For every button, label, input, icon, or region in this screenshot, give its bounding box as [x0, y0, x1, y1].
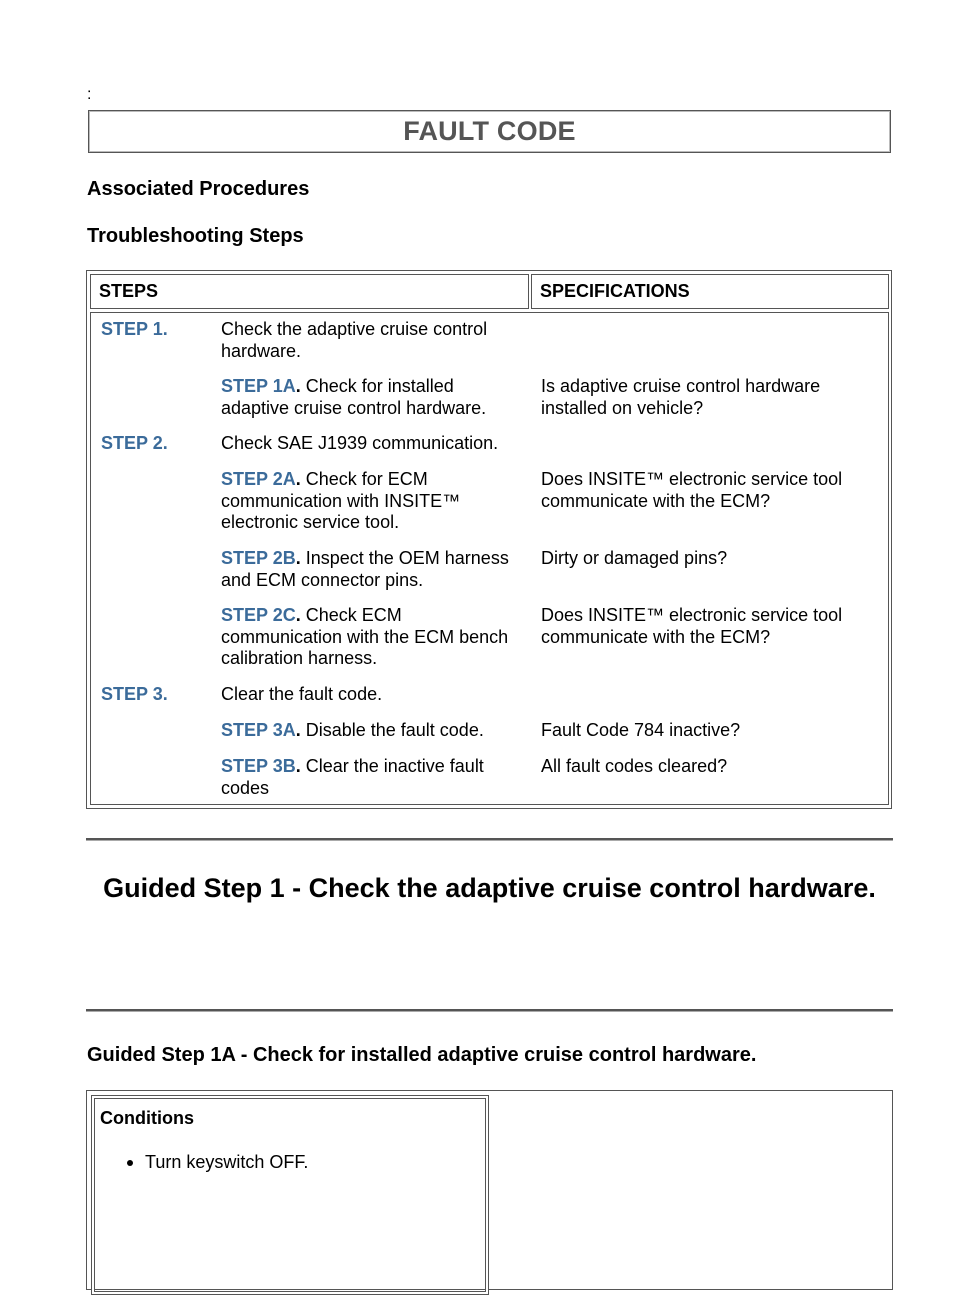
step-2b-spec: Dirty or damaged pins?: [541, 548, 728, 568]
step-2-description: Check SAE J1939 communication.: [221, 433, 499, 453]
step-1a-link[interactable]: STEP 1A: [221, 376, 296, 396]
fault-code-title-box: [88, 110, 891, 153]
conditions-list-item: [127, 1152, 308, 1173]
header-steps: STEPS: [90, 274, 529, 309]
step-2a-link[interactable]: STEP 2A: [221, 469, 296, 489]
step-3b-row: STEP 3B. Clear the inactive fault codes: [221, 756, 484, 798]
step-1a-description: Check for installed adaptive cruise control hardware.: [221, 376, 487, 418]
step-2-link[interactable]: STEP 2.: [101, 433, 168, 453]
step-3a-spec: Fault Code 784 inactive?: [541, 720, 741, 740]
step-2c-link[interactable]: STEP 2C: [221, 605, 296, 625]
associated-procedures-heading: Associated Procedures: [87, 178, 310, 200]
step-1-link[interactable]: STEP 1.: [101, 319, 168, 339]
step-2a-spec: Does INSITE™ electronic service tool communicate with the ECM?: [541, 469, 843, 511]
conditions-table: [86, 1090, 893, 1290]
step-2a-description: Check for ECM communication with INSITE™ electronic service tool.: [221, 469, 461, 532]
step-1a-row: STEP 1A. Check for installed adaptive cruise control hardware.: [221, 376, 487, 418]
bullet-icon: [127, 1160, 133, 1166]
step-1a-spec: Is adaptive cruise control hardware installed on vehicle?: [541, 376, 821, 418]
step-3b-link[interactable]: STEP 3B: [221, 756, 296, 776]
step-3-description: Clear the fault code.: [221, 684, 383, 704]
conditions-cell: [91, 1095, 489, 1295]
guided-step-1a-heading: Guided Step 1A - Check for installed adaptive cruise control hardware.: [87, 1044, 757, 1066]
step-2c-description: Check ECM communication with the ECM bench calibration harness.: [221, 605, 509, 668]
step-3b-description: Clear the inactive fault codes: [221, 756, 484, 798]
troubleshooting-steps-heading: Troubleshooting Steps: [87, 225, 304, 247]
header-specifications: SPECIFICATIONS: [531, 274, 889, 309]
step-1-description: Check the adaptive cruise control hardware.: [221, 319, 488, 361]
conditions-item-text: Turn keyswitch OFF.: [145, 1152, 309, 1172]
page-title: FAULT CODE: [403, 116, 576, 146]
divider-2: [86, 1009, 893, 1012]
step-3a-description: Disable the fault code.: [300, 720, 484, 740]
step-2b-description: Inspect the OEM harness and ECM connector pins.: [221, 548, 509, 590]
step-2a-row: STEP 2A. Check for ECM communication with INSITE™ electronic service tool.: [221, 469, 461, 532]
step-2b-link[interactable]: STEP 2B: [221, 548, 296, 568]
guided-step-1-heading: Guided Step 1 - Check the adaptive cruise control hardware.: [103, 873, 876, 903]
divider-1: [86, 838, 893, 841]
troubleshooting-steps-table: [86, 270, 892, 809]
step-2c-spec: Does INSITE™ electronic service tool communicate with the ECM?: [541, 605, 843, 647]
step-3b-spec: All fault codes cleared?: [541, 756, 728, 776]
colon-text: :: [87, 86, 92, 103]
step-3a-link[interactable]: STEP 3A: [221, 720, 296, 740]
conditions-title: Conditions: [100, 1108, 194, 1128]
step-3-link[interactable]: STEP 3.: [101, 684, 168, 704]
steps-table-body: [90, 312, 889, 805]
step-2c-row: STEP 2C. Check ECM communication with the ECM bench calibration harness.: [221, 605, 509, 668]
step-2b-row: STEP 2B. Inspect the OEM harness and ECM connector pins.: [221, 548, 509, 590]
step-3a-row: STEP 3A. Disable the fault code.: [221, 720, 484, 740]
